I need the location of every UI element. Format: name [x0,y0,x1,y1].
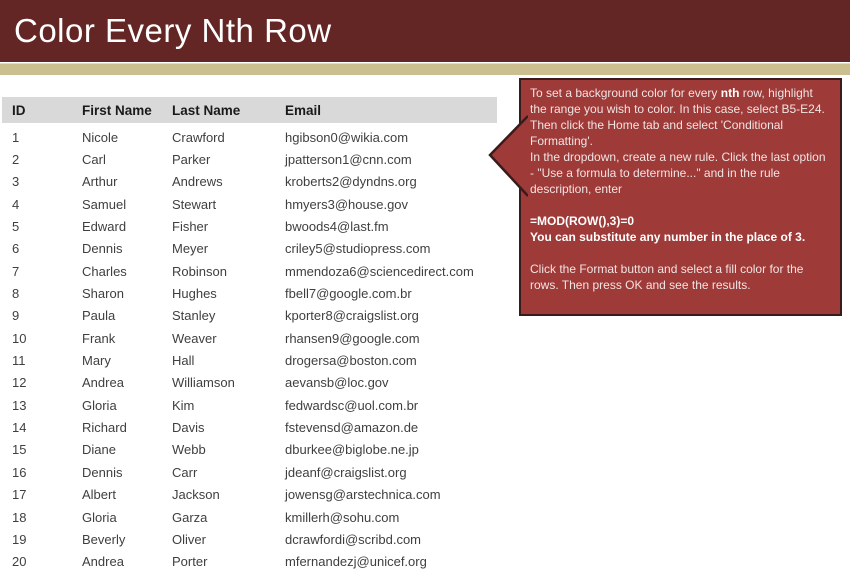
cell-last-name[interactable]: Jackson [172,487,220,503]
cell-email[interactable]: bwoods4@last.fm [285,219,389,235]
cell-last-name[interactable]: Hughes [172,286,217,302]
title-band [0,0,850,62]
table-row [2,282,517,304]
table-row [2,327,517,349]
callout-paragraph-3: Click the Format button and select a fill color for the rows. Then press OK and see the results. [530,262,804,292]
cell-id[interactable]: 5 [12,219,20,235]
cell-first-name[interactable]: Samuel [82,196,127,212]
callout-text-bold: nth [720,86,740,100]
accent-stripe [0,63,850,75]
cell-email[interactable]: kmillerh@sohu.com [285,509,400,525]
cell-id[interactable]: 11 [12,353,26,369]
cell-first-name[interactable]: Beverly [82,531,126,547]
cell-id[interactable]: 16 [12,464,27,480]
cell-id[interactable]: 6 [12,241,20,257]
cell-first-name[interactable]: Paula [82,308,116,324]
formula-block [530,213,831,245]
cell-first-name[interactable]: Diane [82,442,116,458]
cell-id[interactable]: 20 [12,554,27,570]
cell-first-name[interactable]: Gloria [82,397,117,413]
cell-email[interactable]: dburkee@biglobe.ne.jp [285,442,419,458]
table-row [2,528,517,550]
callout-pointer-icon [480,108,528,204]
cell-id[interactable]: 12 [12,375,27,391]
cell-last-name[interactable]: Carr [172,464,198,480]
callout-text: To set a background color for every [530,86,721,100]
cell-last-name[interactable]: Stanley [172,308,216,324]
cell-last-name[interactable]: Fisher [172,219,209,235]
table-row [2,215,517,237]
cell-first-name[interactable]: Albert [82,487,116,503]
table-row [2,394,517,416]
page-title: Color Every Nth Row [14,12,332,49]
cell-email[interactable]: hgibson0@wikia.com [285,129,409,145]
cell-last-name[interactable]: Porter [172,554,208,570]
cell-last-name[interactable]: Meyer [172,241,209,257]
table-header-row [2,97,497,123]
callout-text: row, highlight the range you wish to color. In this case, select B5-E24. Then click the Home tab and select 'Conditional Formatting'. [530,86,825,148]
cell-first-name[interactable]: Sharon [82,286,124,302]
table-row [2,260,517,282]
cell-first-name[interactable]: Edward [82,219,127,235]
table-body [2,126,517,573]
cell-email[interactable]: fbell7@google.com.br [285,286,412,302]
cell-first-name[interactable]: Carl [82,152,106,168]
cell-first-name[interactable]: Richard [82,420,127,436]
table-row [2,372,517,394]
cell-first-name[interactable]: Gloria [82,509,117,525]
cell-id[interactable]: 4 [12,196,20,212]
table-row [2,238,517,260]
cell-last-name[interactable]: Parker [172,152,211,168]
table-row [2,349,517,371]
table-row [2,551,517,573]
cell-email[interactable]: jpatterson1@cnn.com [285,152,412,168]
cell-last-name[interactable]: Robinson [172,263,227,279]
cell-id[interactable]: 15 [12,442,27,458]
cell-email[interactable]: fedwardsc@uol.com.br [285,397,419,413]
callout-paragraph-2: In the dropdown, create a new rule. Click the last option - "Use a formula to determine..." and in the rule description, enter [530,150,826,196]
cell-email[interactable]: hmyers3@house.gov [285,196,409,212]
cell-first-name[interactable]: Andrea [82,375,124,391]
cell-last-name[interactable]: Williamson [172,375,235,391]
cell-id[interactable]: 19 [12,531,27,547]
cell-email[interactable]: drogersa@boston.com [285,353,417,369]
cell-id[interactable]: 18 [12,509,27,525]
cell-id[interactable]: 9 [12,308,20,324]
cell-id[interactable]: 7 [12,263,20,279]
cell-first-name[interactable]: Dennis [82,241,123,257]
callout-paragraph-1 [530,85,831,149]
table-row [2,484,517,506]
cell-last-name[interactable]: Garza [172,509,208,525]
table-row [2,461,517,483]
cell-email[interactable]: kporter8@craigslist.org [285,308,419,324]
column-header-first-name[interactable]: First Name [82,102,152,118]
table-row [2,416,517,438]
cell-first-name[interactable]: Dennis [82,464,123,480]
formula-note: You can substitute any number in the place of 3. [530,230,806,244]
cell-email[interactable]: dcrawfordi@scribd.com [285,531,422,547]
cell-id[interactable]: 14 [12,420,27,436]
column-header-id[interactable]: ID [12,102,26,118]
cell-first-name[interactable]: Mary [82,353,111,369]
cell-last-name[interactable]: Webb [172,442,206,458]
cell-last-name[interactable]: Kim [172,397,195,413]
table-row [2,126,517,148]
cell-last-name[interactable]: Oliver [172,531,206,547]
column-header-last-name[interactable]: Last Name [172,102,241,118]
table-row [2,506,517,528]
cell-email[interactable]: jowensg@arstechnica.com [285,487,441,503]
cell-first-name[interactable]: Frank [82,330,116,346]
cell-last-name[interactable]: Stewart [172,196,217,212]
column-header-email[interactable]: Email [285,102,322,118]
cell-email[interactable]: kroberts2@dyndns.org [285,174,417,190]
cell-id[interactable]: 3 [12,174,20,190]
cell-first-name[interactable]: Charles [82,263,127,279]
cell-email[interactable]: fstevensd@amazon.de [285,420,419,436]
cell-id[interactable]: 17 [12,487,27,503]
cell-id[interactable]: 13 [12,397,27,413]
cell-email[interactable]: mfernandezj@unicef.org [285,554,427,570]
cell-id[interactable]: 2 [12,152,20,168]
cell-last-name[interactable]: Weaver [172,330,217,346]
cell-email[interactable]: aevansb@loc.gov [285,375,389,391]
cell-email[interactable]: criley5@studiopress.com [285,241,431,257]
cell-email[interactable]: rhansen9@google.com [285,330,420,346]
table-row [2,439,517,461]
table-row [2,305,517,327]
cell-last-name[interactable]: Crawford [172,129,225,145]
cell-email[interactable]: jdeanf@craigslist.org [285,464,407,480]
cell-id[interactable]: 10 [12,330,27,346]
cell-last-name[interactable]: Davis [172,420,205,436]
cell-last-name[interactable]: Andrews [172,174,223,190]
table-row [2,171,517,193]
cell-first-name[interactable]: Andrea [82,554,124,570]
cell-first-name[interactable]: Nicole [82,129,119,145]
cell-id[interactable]: 1 [12,129,20,145]
cell-last-name[interactable]: Hall [172,353,195,369]
cell-email[interactable]: mmendoza6@sciencedirect.com [285,263,474,279]
formula-text: =MOD(ROW(),3)=0 [530,214,635,228]
table-row [2,148,517,170]
instruction-callout [519,78,842,316]
table-row [2,193,517,215]
cell-first-name[interactable]: Arthur [82,174,118,190]
cell-id[interactable]: 8 [12,286,20,302]
